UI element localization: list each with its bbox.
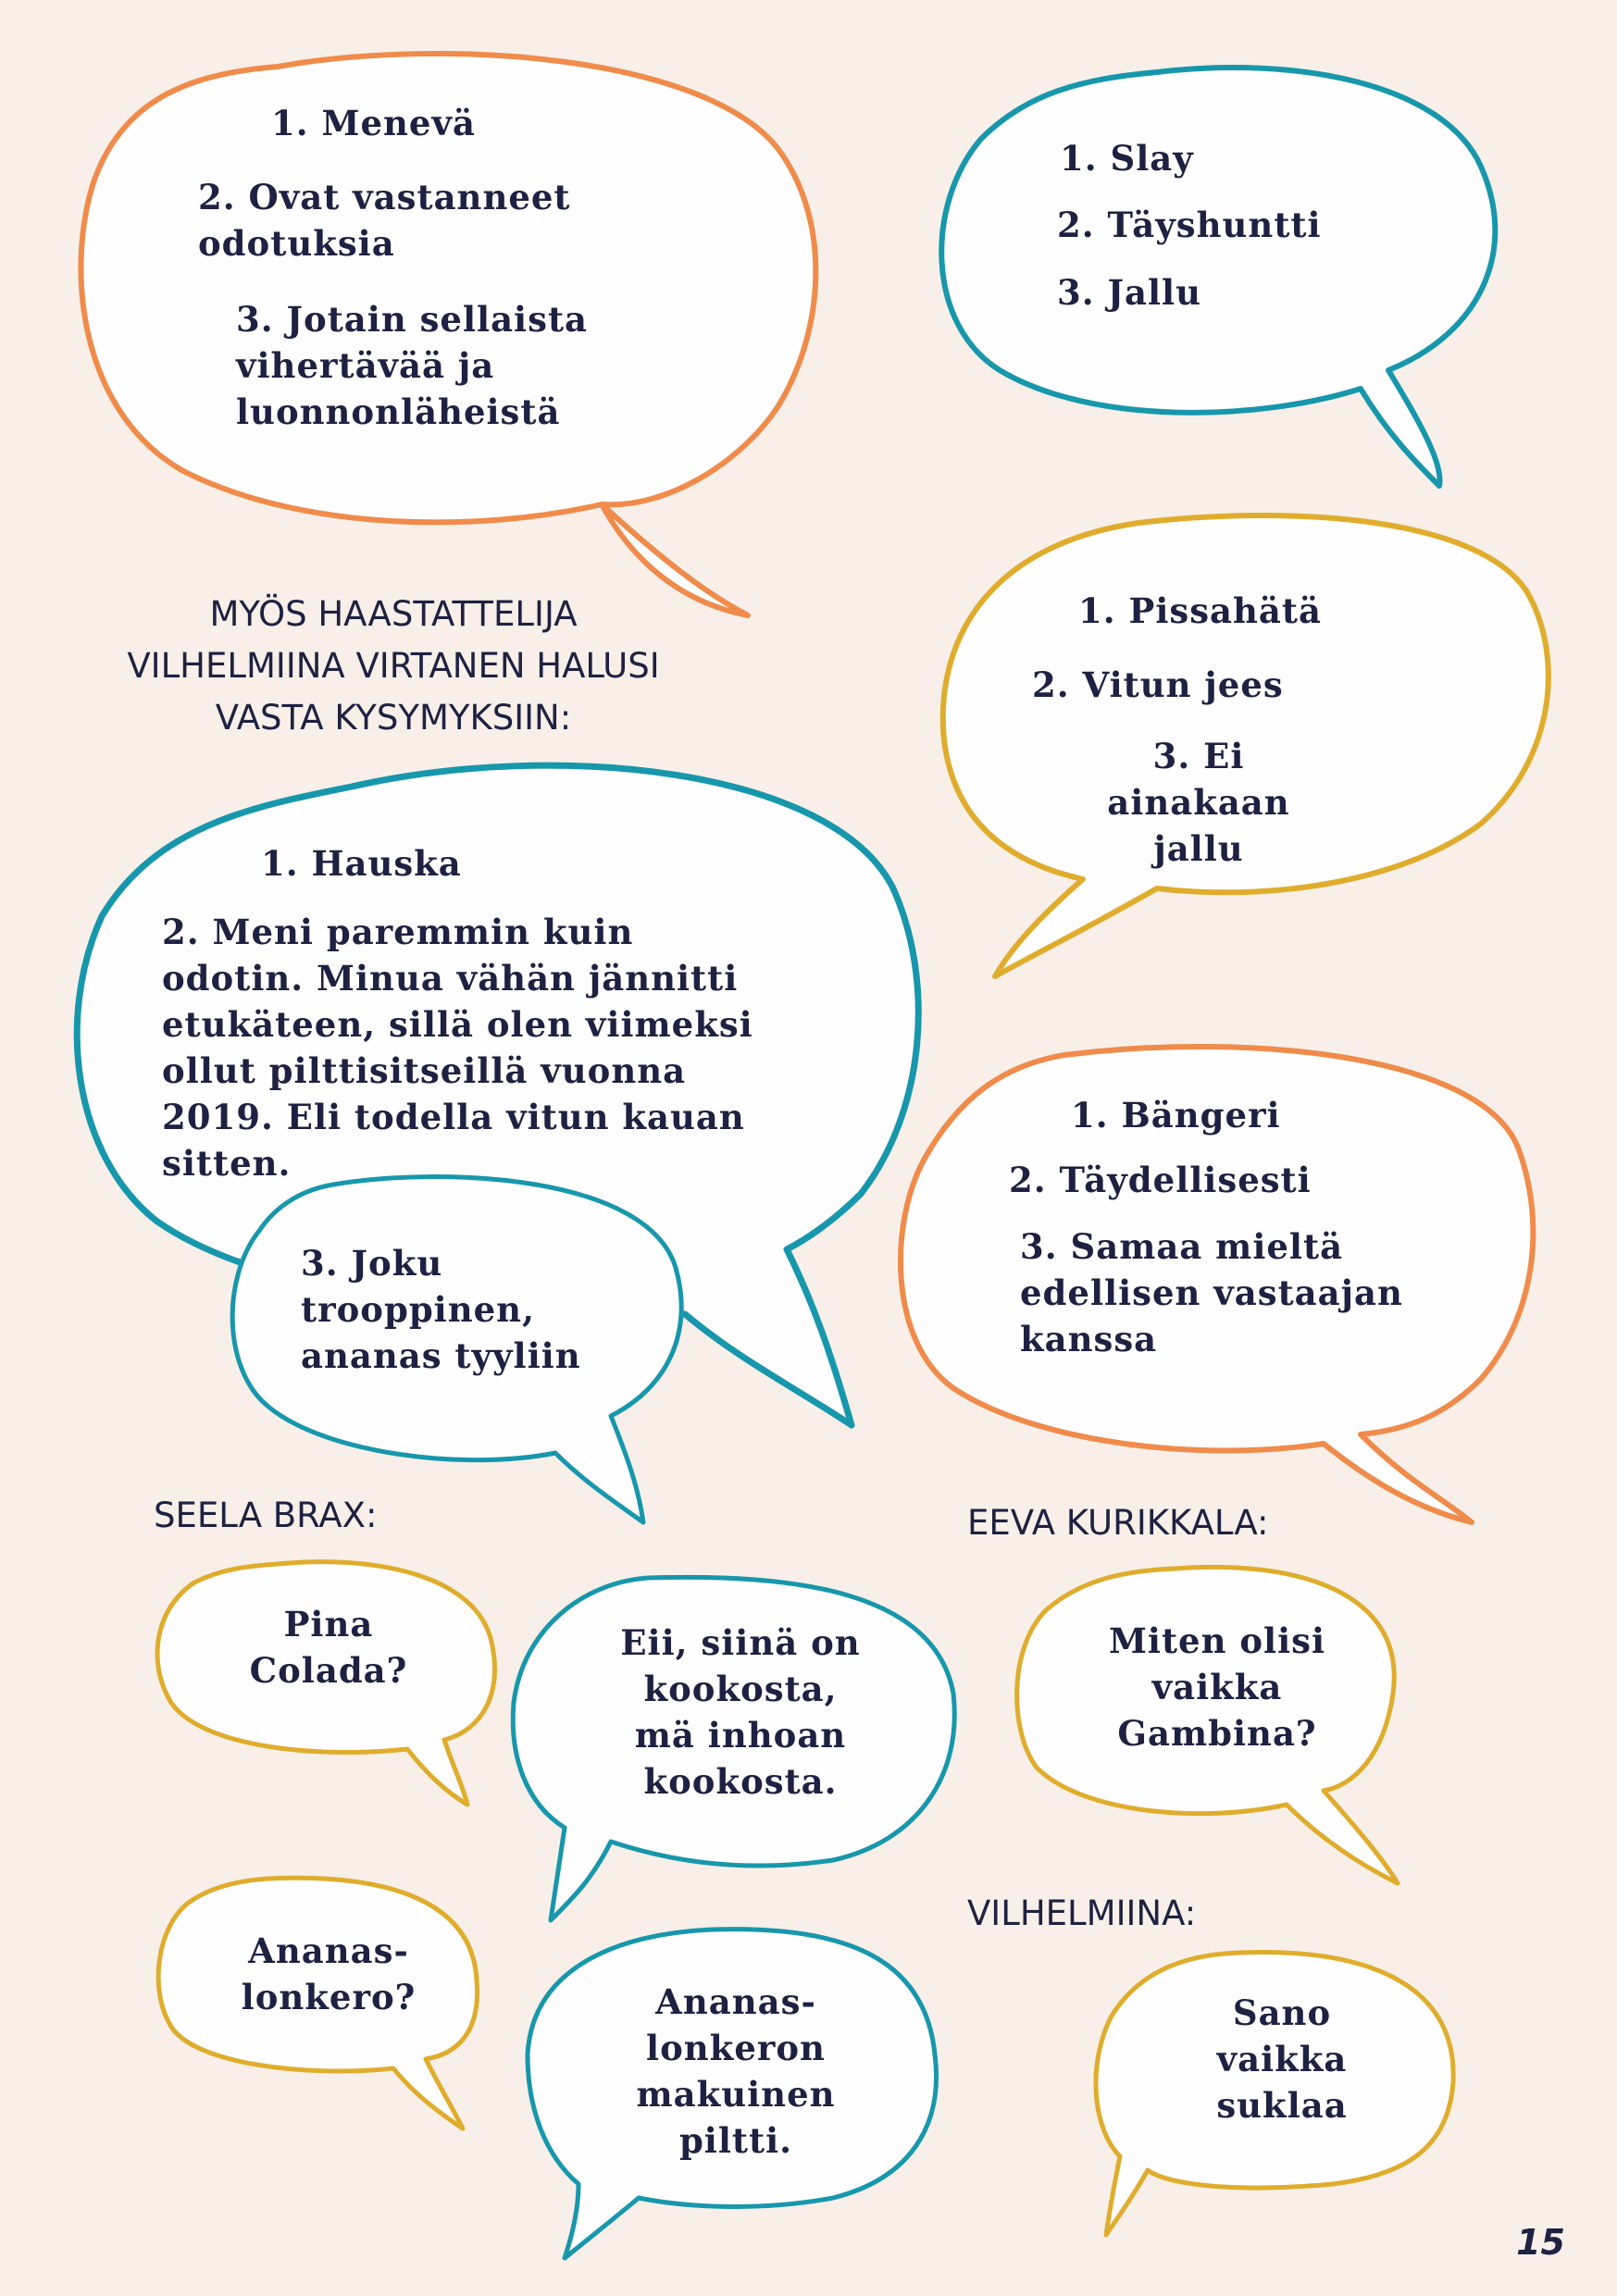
bubble-i-line-3: Gambina? <box>1117 1713 1317 1754</box>
bubble-a-item-2 <box>198 174 571 267</box>
bubble-k-line-3: makuinen <box>636 2074 836 2115</box>
bubble-d-item-2-line-1: 2. Meni paremmin kuin <box>162 912 634 952</box>
label-vilhelmiina: VILHELMIINA: <box>967 1893 1197 1933</box>
bubble-l-line-2: vaikka <box>1216 2039 1348 2079</box>
bubble-e-line-3: ananas tyyliin <box>301 1335 581 1376</box>
bubble-d-item-2 <box>162 909 753 1186</box>
bubble-g-text <box>185 1601 472 1694</box>
interviewer-heading-line-3: VASTA KYSYMYKSIIN: <box>215 698 572 738</box>
bubble-h-line-1: Eii, siinä on <box>620 1622 861 1663</box>
bubble-d-item-2-line-2: odotin. Minua vähän jännitti <box>162 958 739 999</box>
bubble-a-item-3-line-1: 3. Jotain sellaista <box>236 299 589 340</box>
bubble-l-text <box>1125 1990 1439 2128</box>
page-number: 15 <box>1516 2222 1565 2263</box>
bubble-c-item-1: 1. Pissahätä <box>1078 590 1322 631</box>
bubble-k-line-4: piltti. <box>678 2120 793 2161</box>
bubble-e-text <box>301 1240 581 1379</box>
bubble-h-line-3: mä inhoan <box>634 1715 847 1756</box>
bubble-c-item-3-line-1: 3. Ei ainakaan <box>1107 736 1290 823</box>
bubble-b-item-2: 2. Täyshuntti <box>1057 205 1322 245</box>
bubble-l-line-3: suklaa <box>1216 2085 1348 2126</box>
bubble-f-item-3-line-1: 3. Samaa mieltä <box>1020 1226 1344 1267</box>
bubble-k-line-2: lonkeron <box>646 2028 826 2068</box>
bubble-k-line-1: Ananas- <box>655 1981 816 2022</box>
bubble-b-item-3: 3. Jallu <box>1057 272 1201 313</box>
bubble-a-item-2-line-2: odotuksia <box>198 223 395 264</box>
bubble-k-text <box>555 1979 916 2164</box>
bubble-h-line-2: kookosta, <box>643 1669 838 1709</box>
label-seela-brax: SEELA BRAX: <box>154 1496 378 1535</box>
bubble-f-item-3-line-3: kanssa <box>1020 1319 1158 1359</box>
bubble-h-text <box>555 1620 926 1805</box>
bubble-a-item-2-line-1: 2. Ovat vastanneet <box>198 177 571 217</box>
bubble-g-line-2: Colada? <box>249 1650 408 1691</box>
bubble-j-line-2: lonkero? <box>241 1977 417 2017</box>
bubble-d-item-2-line-4: ollut pilttisitseillä vuonna <box>162 1050 687 1091</box>
interviewer-heading-line-1: MYÖS HAASTATTELIJA <box>209 594 578 634</box>
bubble-i-text <box>1046 1618 1388 1756</box>
bubble-i-line-1: Miten olisi <box>1108 1620 1326 1661</box>
bubble-h-line-4: kookosta. <box>643 1761 838 1802</box>
bubble-c-item-3 <box>1060 733 1337 872</box>
bubble-d-item-2-line-5: 2019. Eli todella vitun kauan <box>162 1097 745 1137</box>
bubble-a-item-3 <box>236 296 588 435</box>
bubble-f-item-3-line-2: edellisen vastaajan <box>1020 1272 1403 1313</box>
bubble-e-line-1: 3. Joku <box>301 1243 443 1284</box>
bubble-f-item-2: 2. Täydellisesti <box>1009 1160 1312 1200</box>
bubble-d-item-2-line-3: etukäteen, sillä olen viimeksi <box>162 1004 753 1045</box>
interviewer-heading <box>74 589 713 744</box>
bubble-c-item-3-line-2: jallu <box>1153 828 1244 869</box>
bubble-g-line-1: Pina <box>283 1604 374 1644</box>
bubble-d-item-1: 1. Hauska <box>261 843 462 884</box>
bubble-e-line-2: trooppinen, <box>301 1289 535 1330</box>
interviewer-heading-line-2: VILHELMIINA VIRTANEN HALUSI <box>127 646 660 686</box>
bubble-a-item-3-line-3: luonnonläheistä <box>236 391 561 432</box>
bubble-j-line-1: Ananas- <box>248 1930 409 1971</box>
bubble-a-item-1: 1. Menevä <box>271 103 476 143</box>
bubble-f-item-3 <box>1020 1223 1403 1362</box>
bubble-i-line-2: vaikka <box>1151 1667 1283 1707</box>
label-eeva-kurikkala: EEVA KURIKKALA: <box>967 1503 1269 1543</box>
bubble-l-line-1: Sano <box>1232 1992 1332 2033</box>
bubble-c-item-2: 2. Vitun jees <box>1032 664 1284 705</box>
bubble-f-item-1: 1. Bängeri <box>1071 1095 1281 1136</box>
bubble-d-item-2-line-6: sitten. <box>162 1143 292 1184</box>
bubble-b-item-1: 1. Slay <box>1060 138 1194 179</box>
bubble-a-item-3-line-2: vihertävää ja <box>236 345 495 386</box>
bubble-j-text <box>185 1928 472 2020</box>
speech-bubble-teal-top-right <box>941 68 1495 486</box>
